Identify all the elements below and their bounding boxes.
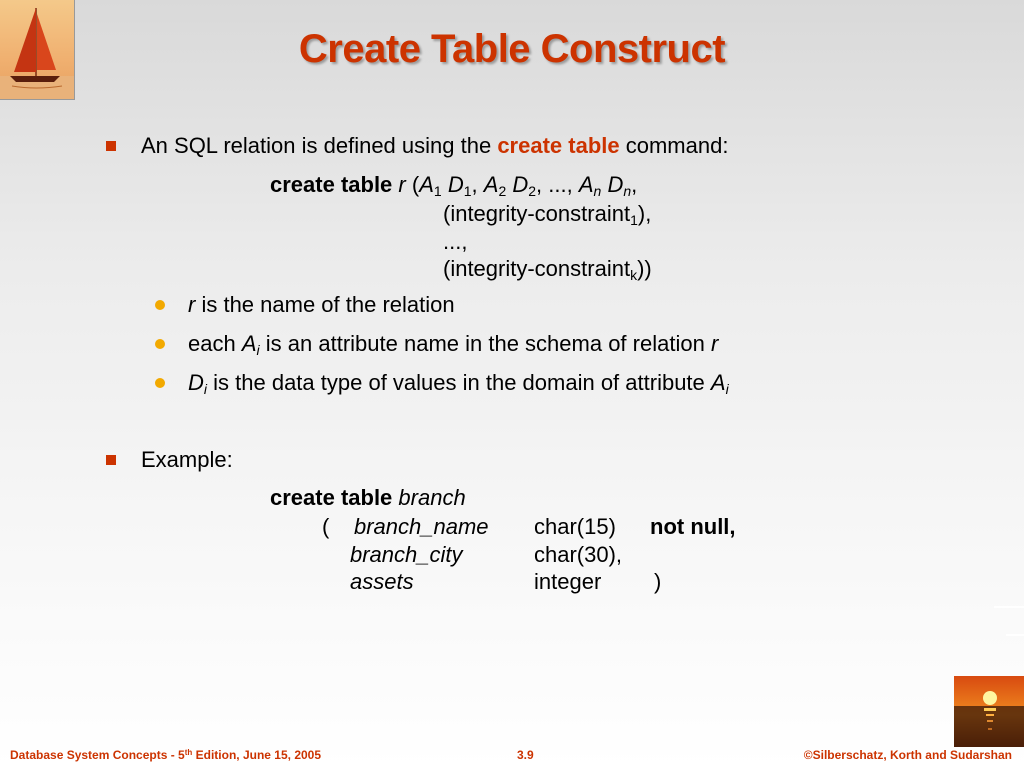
bullet-dot (155, 300, 165, 310)
bullet-square (106, 141, 116, 151)
bullet-2: Example: (141, 447, 233, 472)
bullet-dot (155, 339, 165, 349)
example-type-1: char(15) (534, 514, 616, 539)
sub-bullet-3: $D_i$ is the data type of values in the domain of attribute $A_i$ (188, 370, 729, 397)
sub-bullet-1: r is the name of the relation (188, 292, 455, 317)
keyword-create-table: create table (497, 133, 620, 158)
example-line-1: create table branch (270, 485, 466, 510)
bullet-dot (155, 378, 165, 388)
example-constraint-1: not null, (650, 514, 736, 539)
footer-right: ©Silberschatz, Korth and Sudarshan (803, 748, 1012, 762)
bullet-square (106, 455, 116, 465)
decorative-streak (994, 606, 1024, 608)
example-attr-1: branch_name (354, 514, 489, 539)
syntax-line-4: (integrity-constraint$_k$)) (443, 256, 652, 283)
sub-bullet-2: each $A_i$ is an attribute name in the schema of relation r (188, 331, 719, 358)
decorative-streak (1006, 634, 1024, 636)
bullet-1: An SQL relation is defined using the create table command: (141, 133, 729, 158)
syntax-line-2: (integrity-constraint$_1$), (443, 201, 652, 228)
footer-page-number: 3.9 (517, 748, 534, 762)
example-attr-2: branch_city (350, 542, 463, 567)
example-attr-3: assets (350, 569, 414, 594)
sunset-image (954, 676, 1024, 747)
footer-left: Database System Concepts - 5th Edition, June 15, 2005 (10, 748, 322, 762)
example-open-paren: ( (322, 514, 330, 539)
example-type-2: char(30), (534, 542, 623, 567)
example-close-paren: ) (654, 569, 662, 594)
syntax-line-3: ..., (443, 229, 468, 254)
slide-title: Create Table Construct (298, 27, 726, 71)
example-type-3: integer (534, 569, 602, 594)
syntax-line-1: create table r ($A_1$ $D_1$, $A_2$ $D_2$, ..., $A_n$ $D_n$, (270, 172, 638, 199)
